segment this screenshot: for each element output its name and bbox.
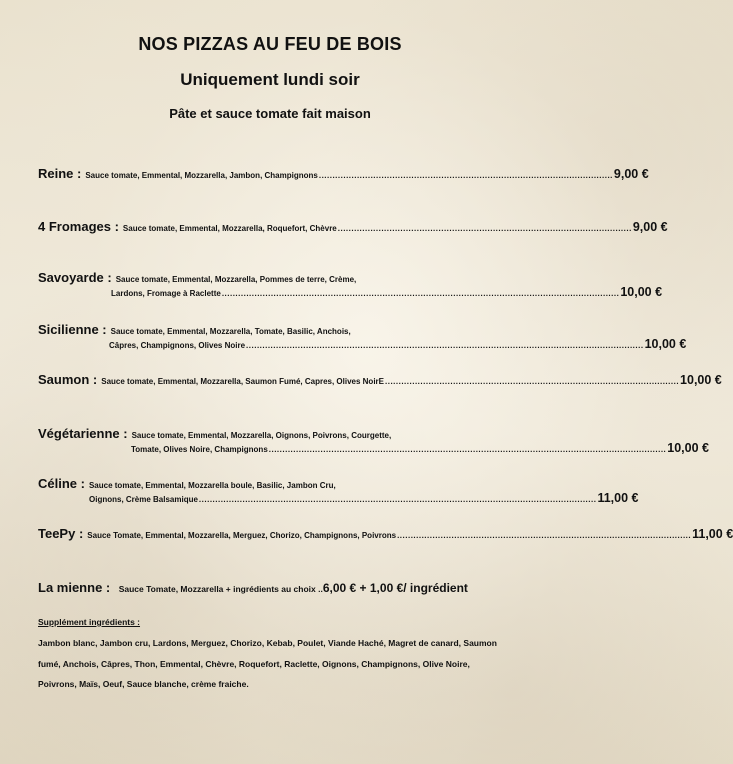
dot-leader: ............................................................................................................ (337, 224, 632, 233)
pizza-name: La mienne : (38, 580, 111, 595)
supplements-title: Supplément ingrédients : (38, 617, 141, 627)
supplements-list: Jambon blanc, Jambon cru, Lardons, Merguez, Chorizo, Kebab, Poulet, Viande Haché, Magret de canard, Saumon fumé, Anchois, Câpres, Thon, Emmental, Chèvre, Roquefort, Raclette, Oignons, Champignons, Olive Noire, Poivrons, Maïs, Oeuf, Sauce blanche, crème fraiche. (38, 638, 497, 689)
dot-leader: ............................................................................................................ (397, 531, 692, 540)
pizza-name: Céline : (38, 476, 85, 491)
pizza-item-saumon (38, 372, 722, 388)
pizza-description-continued: Oignons, Crème Balsamique (89, 495, 198, 504)
pizza-price: 10,00 € (620, 285, 663, 299)
pizza-price: 9,00 € (632, 220, 668, 234)
menu-subtitle: Uniquement lundi soir (180, 70, 360, 89)
pizza-description-continued: Câpres, Champignons, Olives Noire (109, 341, 246, 350)
pizza-price: 11,00 € (692, 527, 733, 541)
pizza-description-continued: Tomate, Olives Noire, Champignons (131, 445, 268, 454)
pizza-price: 9,00 € (613, 167, 649, 181)
pizza-item-celine (38, 476, 639, 506)
dot-leader: .................................................................................................................................................. (246, 341, 644, 350)
pizza-description: Sauce tomate, Emmental, Mozzarella, Roquefort, Chèvre (122, 224, 337, 233)
pizza-name: Saumon : (38, 372, 98, 387)
pizza-description: Sauce Tomate, Emmental, Mozzarella, Merguez, Chorizo, Champignons, Poivrons (87, 531, 397, 540)
pizza-price: 10,00 € (644, 337, 687, 351)
dot-leader: .................................................................................................................................................. (221, 289, 620, 298)
dot-leader: .................................................................................................................................................. (198, 495, 597, 504)
pizza-description: Sauce tomate, Emmental, Mozzarella, Jambon, Champignons (85, 171, 318, 180)
pizza-item-sicilienne (38, 322, 687, 352)
pizza-description: Sauce tomate, Emmental, Mozzarella, Oignons, Poivrons, Courgette, (131, 431, 392, 440)
pizza-item-vegetarienne (38, 426, 709, 456)
pizza-name: 4 Fromages : (38, 219, 119, 234)
pizza-description: Sauce tomate, Emmental, Mozzarella, Pommes de terre, Crème, (115, 275, 357, 284)
pizza-price: 6,00 € + 1,00 €/ ingrédient (322, 581, 468, 595)
pizza-description: Sauce tomate, Emmental, Mozzarella, Tomate, Basilic, Anchois, (110, 327, 351, 336)
pizza-name: Reine : (38, 166, 82, 181)
pizza-item-4-fromages (38, 219, 668, 235)
pizza-description-continued: Lardons, Fromage à Raclette (111, 289, 221, 298)
pizza-description: Sauce tomate, Emmental, Mozzarella, Saumon Fumé, Capres, Olives NoirE (101, 377, 384, 386)
pizza-item-savoyarde (38, 270, 663, 300)
dot-leader: .................................................................................................................................................. (268, 445, 667, 454)
pizza-item-la-mienne (38, 579, 504, 597)
pizza-item-teepy (38, 526, 733, 542)
pizza-name: Végétarienne : (38, 426, 128, 441)
pizza-description: Sauce tomate, Emmental, Mozzarella boule, Basilic, Jambon Cru, (88, 481, 336, 490)
pizza-name: TeePy : (38, 526, 84, 541)
pizza-description: Sauce Tomate, Mozzarella + ingrédients au choix .. (118, 584, 323, 594)
menu-title: NOS PIZZAS AU FEU DE BOIS (138, 34, 402, 54)
dot-leader: ............................................................................................................ (318, 171, 613, 180)
menu-note: Pâte et sauce tomate fait maison (169, 106, 371, 121)
pizza-price: 10,00 € (680, 373, 722, 387)
pizza-item-reine (38, 166, 649, 182)
pizza-price: 10,00 € (667, 441, 709, 455)
pizza-name: Sicilienne : (38, 322, 107, 337)
pizza-name: Savoyarde : (38, 270, 112, 285)
dot-leader: ............................................................................................................ (385, 377, 680, 386)
pizza-price: 11,00 € (597, 491, 639, 505)
